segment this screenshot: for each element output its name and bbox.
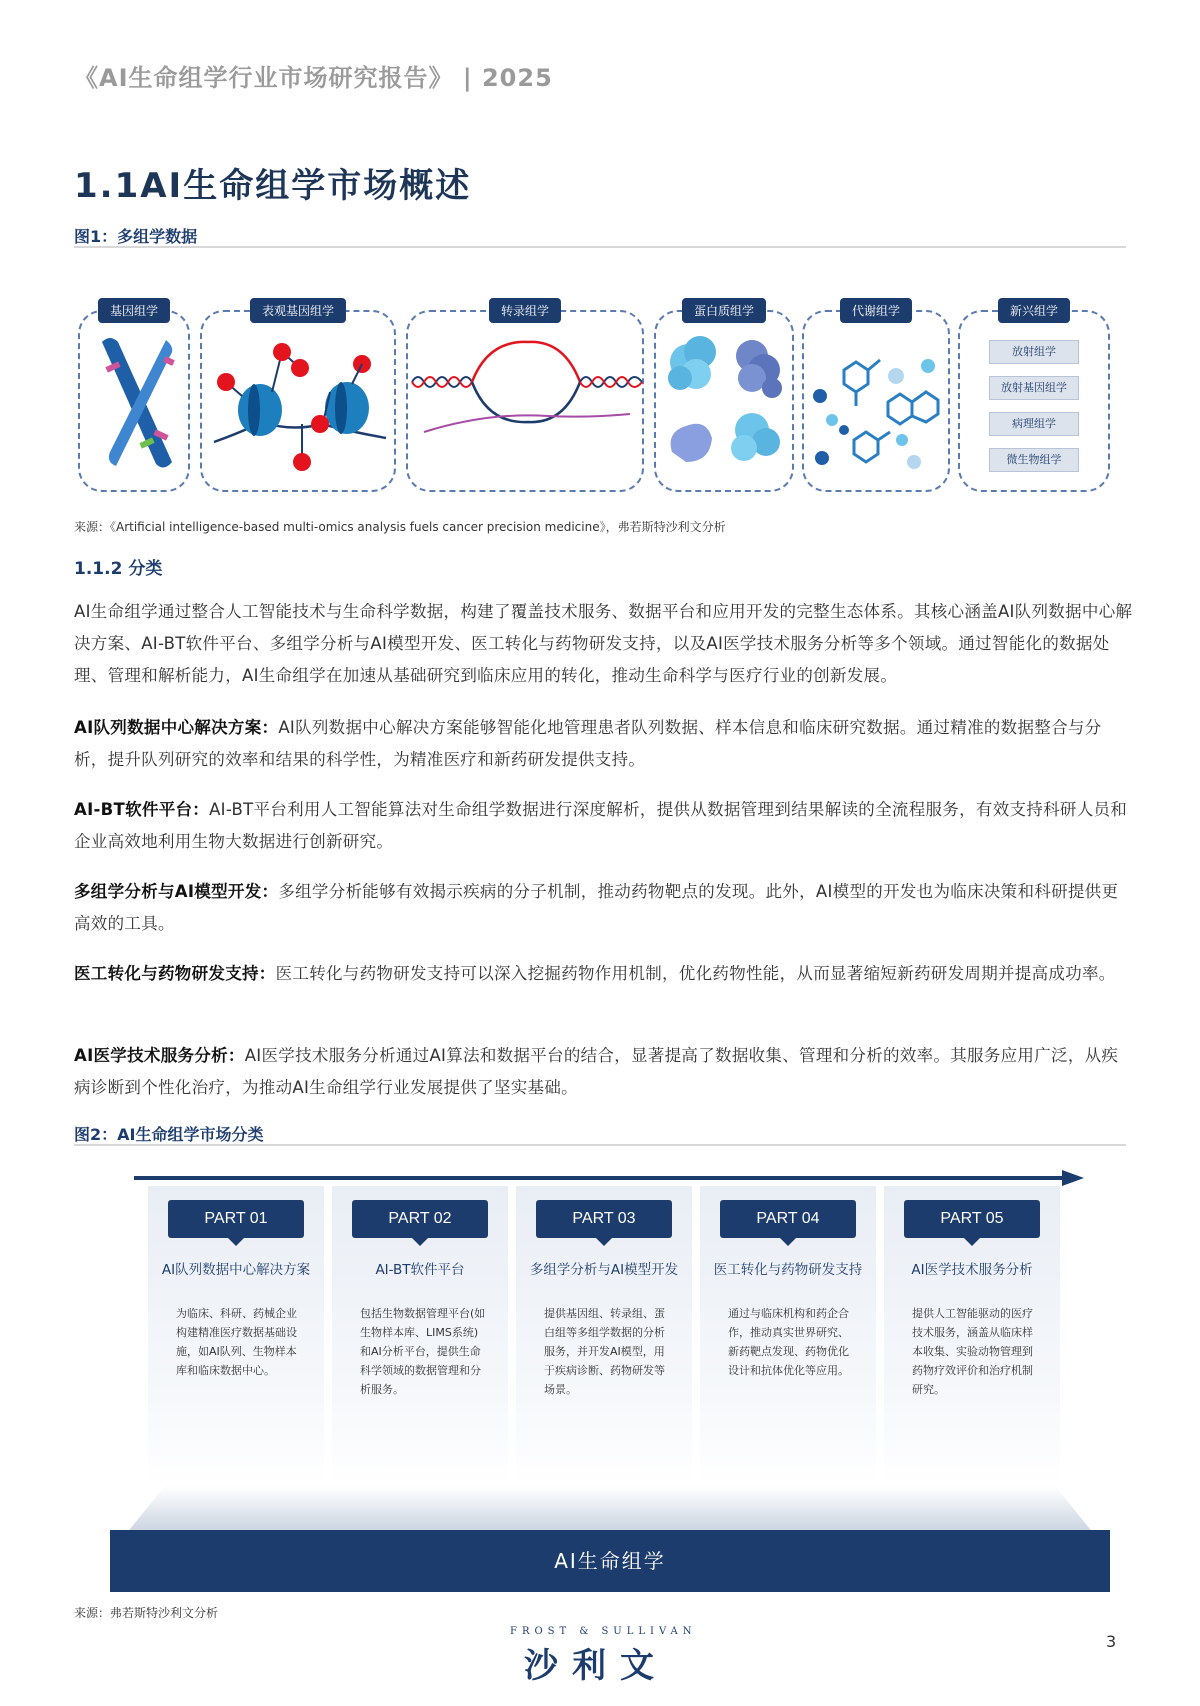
- protein-icon: [656, 312, 796, 494]
- part-title: 多组学分析与AI模型开发: [529, 1262, 679, 1278]
- intro-paragraph: AI生命组学通过整合人工智能技术与生命科学数据，构建了覆盖技术服务、数据平台和应用开发的完整生态体系。其核心涵盖AI队列数据中心解决方案、AI-BT软件平台、多组学分析与AI模型开发、医工转化与药物研发支持，以及AI医学技术服务分析等多个领域。通过智能化的数据处理、管理和解析能力，AI生命组学在加速从基础研究到临床应用的转化，推动生命科学与医疗行业的创新发展。: [74, 602, 1133, 685]
- part-column-01: [148, 1186, 324, 1486]
- item-term: AI医学技术服务分析：: [74, 1046, 245, 1065]
- emerging-item-radiomics: 放射组学: [989, 340, 1079, 364]
- panel-metabolomics: [802, 304, 950, 492]
- part-description: 提供人工智能驱动的医疗技术服务，涵盖从临床样本收集、实验动物管理到药物疗效评价和治疗机制研究。: [912, 1307, 1033, 1396]
- metabolite-icon: [804, 312, 952, 494]
- part-description: 通过与临床机构和药企合作，推动真实世界研究、新药靶点发现、药物优化设计和抗体优化等应用。: [728, 1307, 849, 1377]
- item-term: 医工转化与药物研发支持：: [74, 964, 276, 983]
- part-description: 提供基因组、转录组、蛋白组等多组学数据的分析服务，并开发AI模型，用于疾病诊断、药物研发等场景。: [544, 1307, 665, 1396]
- platform-base: AI生命组学: [110, 1530, 1110, 1592]
- timeline-arrow: [134, 1176, 1070, 1180]
- item-term: AI-BT软件平台：: [74, 800, 210, 819]
- frost-sullivan-logo-text: FROST & SULLIVAN: [510, 1626, 697, 1637]
- page-title: 1.1AI生命组学市场概述: [74, 166, 472, 206]
- item-text: AI-BT平台利用人工智能算法对生命组学数据进行深度解析，提供从数据管理到结果解读的全流程服务，有效支持科研人员和企业高效地利用生物大数据进行创新研究。: [74, 800, 1128, 851]
- report-header: 《AI生命组学行业市场研究报告》 | 2025: [74, 64, 553, 92]
- panel-genomics: [78, 304, 190, 492]
- panel-epigenomics: [200, 304, 396, 492]
- panel-tag-proteomics: 蛋白质组学: [682, 298, 766, 323]
- part-badge: PART 02: [352, 1200, 488, 1238]
- item-translation: [74, 958, 1134, 990]
- part-description: 为临床、科研、药械企业构建精准医疗数据基础设施，如AI队列、生物样本库和临床数据中心。: [176, 1307, 297, 1377]
- part-title: 医工转化与药物研发支持: [713, 1262, 863, 1278]
- emerging-item-radiogenomics: 放射基因组学: [989, 376, 1079, 400]
- figure2-source: 来源：弗若斯特沙利文分析: [74, 1606, 219, 1620]
- section-heading: 1.1.2 分类: [74, 559, 163, 579]
- item-term: 多组学分析与AI模型开发：: [74, 882, 279, 901]
- part-column-03: [516, 1186, 692, 1486]
- panel-emerging-omics: [958, 304, 1110, 492]
- part-column-02: [332, 1186, 508, 1486]
- emerging-item-microbiomics: 微生物组学: [989, 448, 1079, 472]
- part-badge: PART 03: [536, 1200, 672, 1238]
- part-title: AI队列数据中心解决方案: [161, 1262, 311, 1278]
- item-ai-bt: [74, 794, 1134, 858]
- figure2-label: 图2：AI生命组学市场分类: [74, 1125, 264, 1144]
- platform-bevel: [126, 1486, 1094, 1534]
- panel-proteomics: [654, 304, 794, 492]
- shalivan-logo: 沙利文: [524, 1646, 668, 1686]
- panel-tag-epigenomics: 表观基因组学: [250, 298, 346, 323]
- nucleosome-icon: [202, 312, 398, 494]
- item-tech-service: [74, 1040, 1134, 1104]
- part-column-05: [884, 1186, 1060, 1486]
- emerging-item-pathomics: 病理组学: [989, 412, 1079, 436]
- figure1-label: 图1：多组学数据: [74, 227, 198, 246]
- item-text: 医工转化与药物研发支持可以深入挖掘药物作用机制，优化药物性能，从而显著缩短新药研发周期并提高成功率。: [275, 964, 1116, 983]
- figure1-divider: [74, 246, 1126, 248]
- part-badge: PART 04: [720, 1200, 856, 1238]
- figure2-divider: [74, 1144, 1126, 1146]
- item-cohort-data: [74, 712, 1134, 776]
- item-term: AI队列数据中心解决方案：: [74, 718, 279, 737]
- item-text: 多组学分析能够有效揭示疾病的分子机制，推动药物靶点的发现。此外，AI模型的开发也为临床决策和科研提供更高效的工具。: [74, 882, 1119, 933]
- panel-tag-transcriptomics: 转录组学: [489, 298, 561, 323]
- part-column-04: [700, 1186, 876, 1486]
- panel-transcriptomics: [406, 304, 644, 492]
- part-title: AI-BT软件平台: [375, 1262, 465, 1278]
- part-badge: PART 01: [168, 1200, 304, 1238]
- item-multiomics: [74, 876, 1134, 940]
- item-text: AI医学技术服务分析通过AI算法和数据平台的结合，显著提高了数据收集、管理和分析的效率。其服务应用广泛，从疾病诊断到个性化治疗，为推动AI生命组学行业发展提供了坚实基础。: [74, 1046, 1119, 1097]
- item-text: AI队列数据中心解决方案能够智能化地管理患者队列数据、样本信息和临床研究数据。通过精准的数据整合与分析，提升队列研究的效率和结果的科学性，为精准医疗和新药研发提供支持。: [74, 718, 1102, 769]
- panel-tag-emerging: 新兴组学: [998, 298, 1070, 323]
- part-description: 包括生物数据管理平台(如生物样本库、LIMS系统)和AI分析平台，提供生命科学领域的数据管理和分析服务。: [360, 1307, 486, 1396]
- page-number: 3: [1106, 1632, 1117, 1651]
- panel-tag-metabolomics: 代谢组学: [840, 298, 912, 323]
- part-title: AI医学技术服务分析: [911, 1262, 1033, 1278]
- part-badge: PART 05: [904, 1200, 1040, 1238]
- figure1-source: 来源：《Artificial intelligence-based multi-omics analysis fuels cancer precision medicine》，弗若斯特沙利文分析: [74, 520, 726, 534]
- panel-tag-genomics: 基因组学: [98, 298, 170, 323]
- dna-strand-icon: [408, 312, 646, 494]
- chromosome-icon: [80, 312, 192, 494]
- arrow-head-icon: [1062, 1170, 1084, 1186]
